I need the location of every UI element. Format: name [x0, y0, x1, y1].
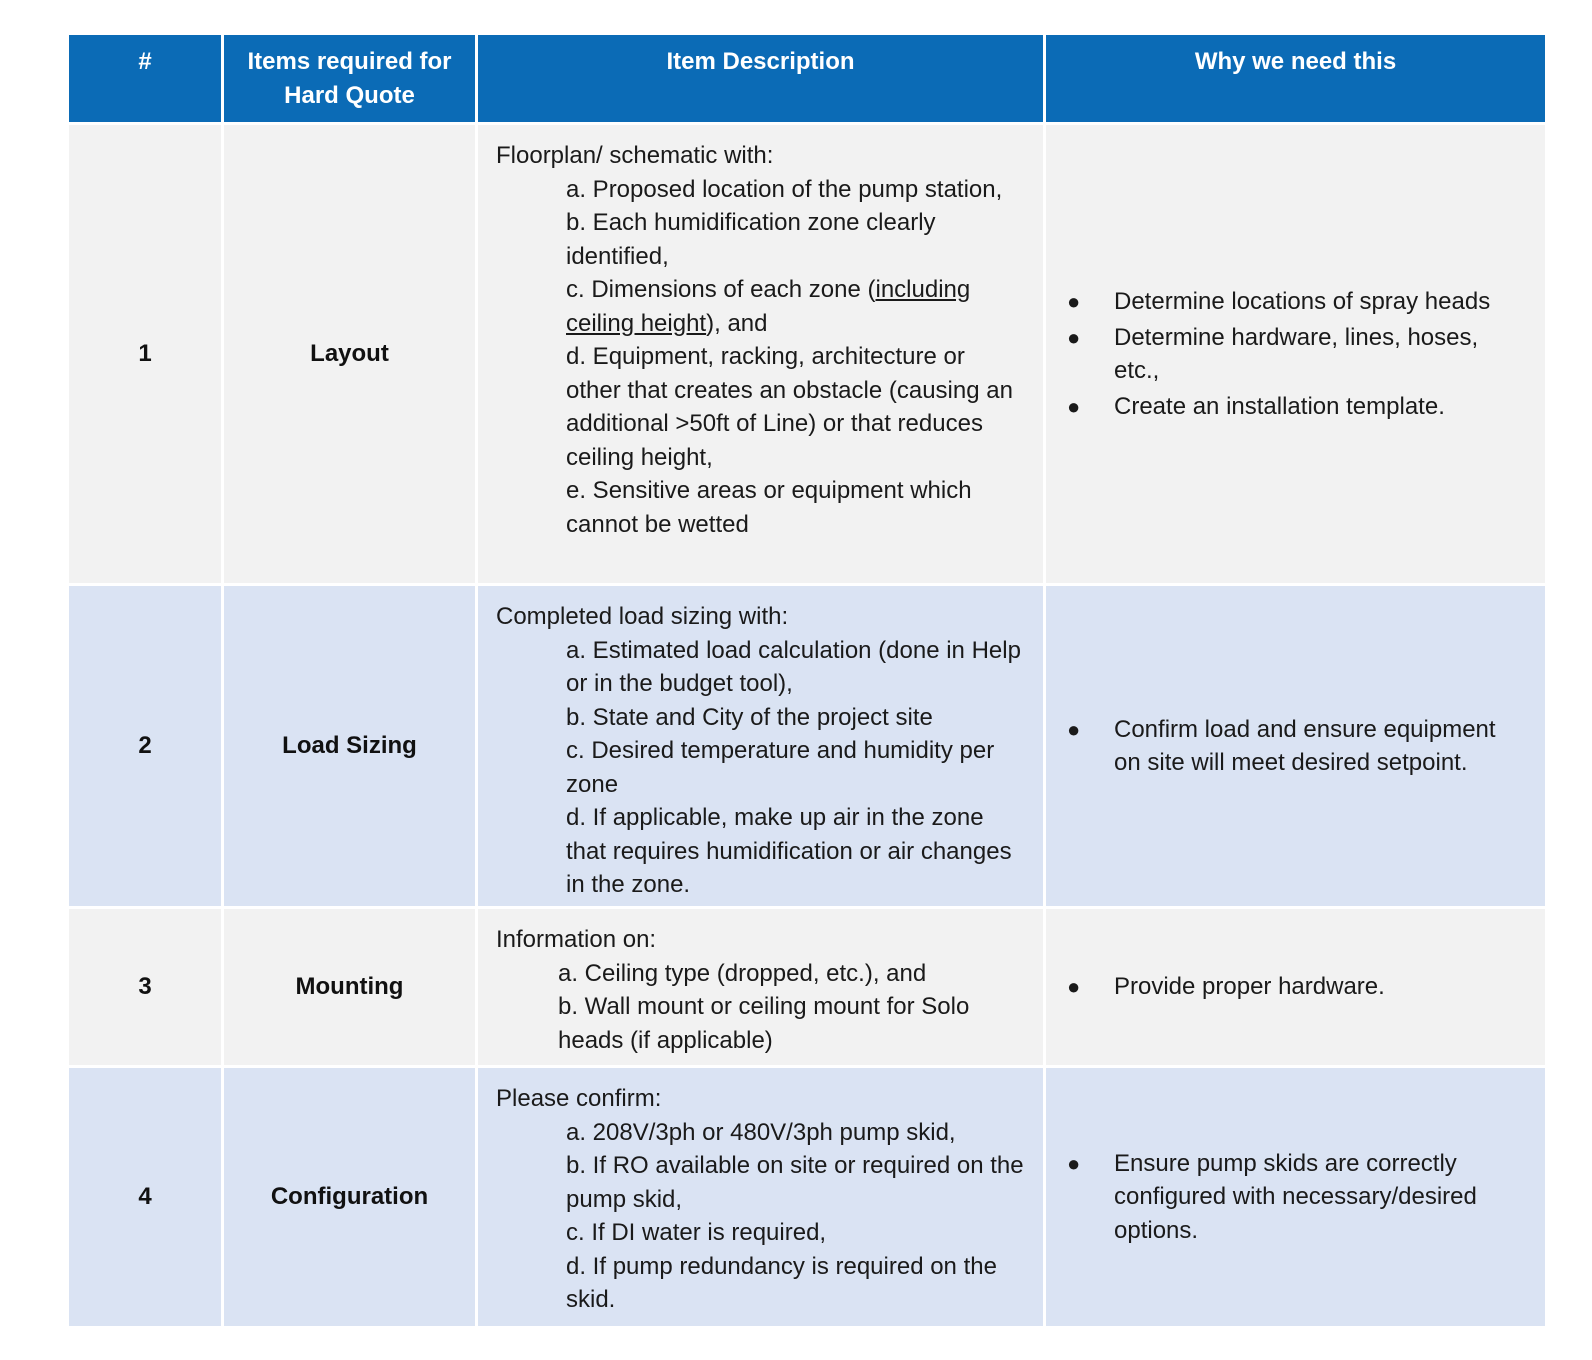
bullet-icon: ●	[1067, 324, 1081, 350]
row-4-sub-item-b: b. If RO available on site or required on the pump skid,	[566, 1152, 1024, 1213]
row-4-sub-item-c: c. If DI water is required,	[566, 1219, 827, 1246]
row-1-sub-item-c-underlined: including ceiling height	[566, 276, 971, 337]
row-2-description	[478, 586, 1043, 906]
bullet-icon: ●	[1067, 716, 1081, 742]
row-2-sub-item-c: c. Desired temperature and humidity per zone	[566, 737, 995, 798]
row-1-sub-item-d: d. Equipment, racking, architecture or other that creates an obstacle (causing an additional >50ft of Line) or that reduces ceiling height,	[566, 343, 1013, 471]
header-item-description: Item Description	[478, 35, 1043, 122]
why-list-item: ● Provide proper hardware.	[1064, 970, 1525, 1004]
row-3-sub-item-a: a. Ceiling type (dropped, etc.), and	[558, 959, 927, 987]
header-number: #	[69, 35, 221, 122]
why-list-item: ● Determine locations of spray heads	[1064, 285, 1525, 319]
hard-quote-requirements-table	[69, 35, 1536, 1326]
row-3-sub-item-b: b. Wall mount or ceiling mount for Solo heads (if applicable)	[558, 993, 970, 1054]
row-4-description	[478, 1068, 1043, 1326]
row-3-number: 3	[69, 909, 221, 1065]
row-3-why	[1046, 909, 1545, 1065]
row-2-why	[1046, 586, 1545, 906]
row-2-sub-item-d: d. If applicable, make up air in the zone that requires humidification or air changes in the zone.	[566, 804, 1012, 898]
why-list-item: ● Confirm load and ensure equipment on site will meet desired setpoint.	[1064, 713, 1525, 780]
row-4-description-intro: Please confirm:	[496, 1085, 662, 1112]
bullet-icon: ●	[1067, 393, 1081, 419]
row-1-description	[478, 125, 1043, 583]
row-4-sub-item-a: a. 208V/3ph or 480V/3ph pump skid,	[566, 1118, 956, 1146]
row-2-description-intro: Completed load sizing with:	[496, 603, 789, 630]
row-1-sub-item-b: b. Each humidification zone clearly identified,	[566, 209, 936, 270]
row-1-sub-item-c: c. Dimensions of each zone (including ceiling height), and	[566, 276, 971, 337]
header-why-we-need-this: Why we need this	[1046, 35, 1545, 122]
row-1-number: 1	[69, 125, 221, 583]
row-2-number: 2	[69, 586, 221, 906]
row-3-description	[478, 909, 1043, 1065]
row-1-description-intro: Floorplan/ schematic with:	[496, 142, 774, 169]
why-list-item: ● Create an installation template.	[1064, 390, 1525, 424]
row-4-why	[1046, 1068, 1545, 1326]
row-4-why-list	[1064, 1147, 1525, 1248]
row-4-item: Configuration	[224, 1068, 475, 1326]
row-2-why-list	[1064, 713, 1525, 780]
row-1-why-list	[1064, 285, 1525, 423]
row-2-item: Load Sizing	[224, 586, 475, 906]
row-3-description-intro: Information on:	[496, 926, 657, 953]
bullet-icon: ●	[1067, 289, 1081, 314]
why-list-item: ● Determine hardware, lines, hoses, etc.,	[1064, 321, 1525, 388]
row-1-why	[1046, 125, 1545, 583]
row-1-sub-item-a: a. Proposed location of the pump station,	[566, 175, 1003, 203]
row-3-item: Mounting	[224, 909, 475, 1065]
why-list-item: ● Ensure pump skids are correctly configured with necessary/desired options.	[1064, 1147, 1525, 1248]
row-4-sub-item-d: d. If pump redundancy is required on the skid.	[566, 1252, 997, 1313]
row-4-number: 4	[69, 1068, 221, 1326]
row-2-sub-item-a: a. Estimated load calculation (done in Help or in the budget tool),	[566, 636, 1021, 697]
row-1-sub-item-e: e. Sensitive areas or equipment which cannot be wetted	[566, 477, 972, 538]
row-2-sub-item-b: b. State and City of the project site	[566, 703, 933, 731]
row-1-item: Layout	[224, 125, 475, 583]
row-3-why-list	[1064, 970, 1525, 1004]
bullet-icon: ●	[1067, 1150, 1081, 1176]
header-items-required: Items required for Hard Quote	[224, 35, 475, 122]
bullet-icon: ●	[1067, 974, 1081, 1000]
